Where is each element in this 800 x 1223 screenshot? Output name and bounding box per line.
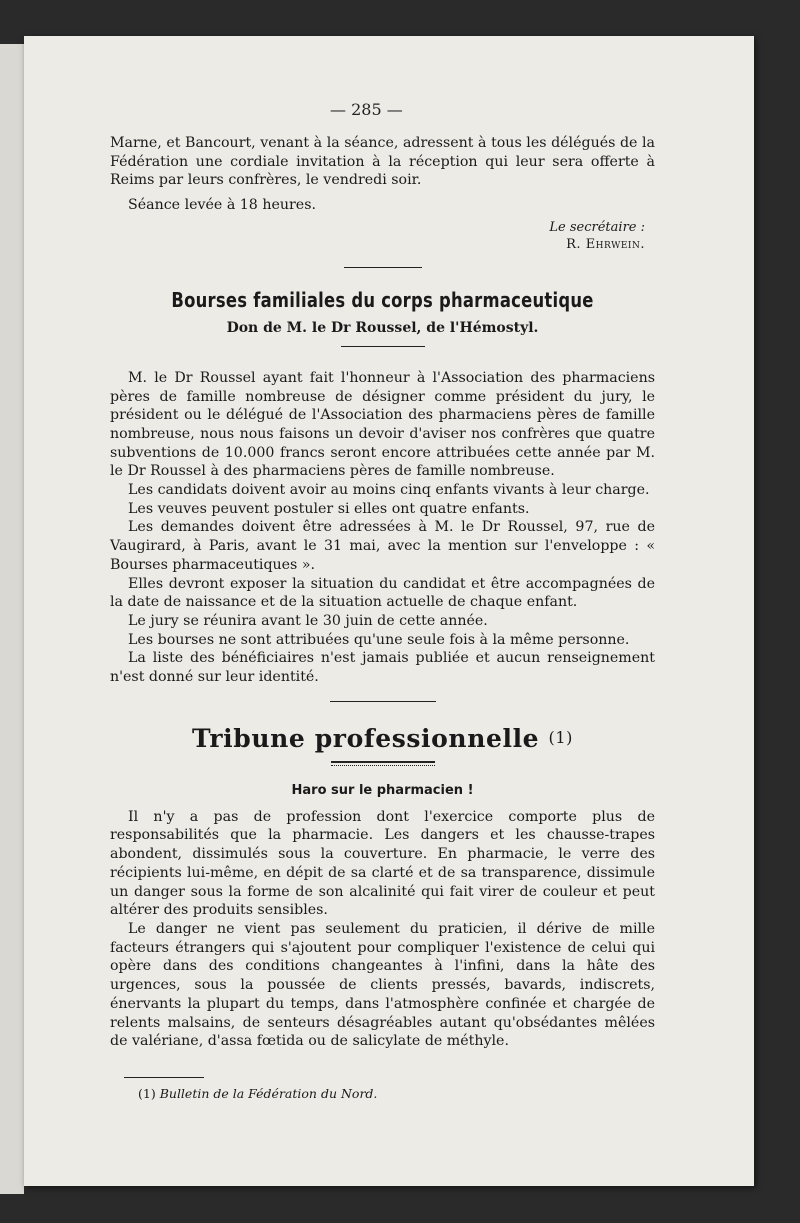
bourses-paragraph: Les bourses ne sont attribuées qu'une seule fois à la même personne. bbox=[128, 631, 630, 648]
bourses-subtitle: Don de M. le Dr Roussel, de l'Hémostyl. bbox=[226, 319, 539, 336]
bourses-body bbox=[110, 369, 655, 687]
signature-name: R. Ehrwein. bbox=[566, 236, 645, 252]
footnote-number: (1) bbox=[138, 1085, 156, 1101]
footnote-marker: (1) bbox=[548, 727, 573, 747]
page-content bbox=[110, 98, 655, 1101]
section-divider bbox=[330, 701, 436, 702]
bourses-paragraph: Le jury se réunira avant le 30 juin de cette année. bbox=[128, 612, 488, 629]
bourses-paragraph: Les candidats doivent avoir au moins cinq enfants vivants à leur charge. bbox=[128, 482, 650, 499]
footnote-divider bbox=[124, 1077, 204, 1078]
bourses-paragraph: Les veuves peuvent postuler si elles ont quatre enfants. bbox=[128, 500, 530, 517]
bourses-paragraph: Les demandes doivent être adressées à M. le Dr Roussel, 97, rue de Vaugirard, à Paris, avant le 31 mai, avec la mention sur l'enveloppe : « Bourses pharmaceutiques ». bbox=[110, 519, 655, 573]
signature-role: Le secrétaire : bbox=[549, 219, 645, 235]
tribune-paragraph: Il n'y a pas de profession dont l'exercice comporte plus de responsabilités que la pharmacie. Les dangers et les chausse-trapes abondent, dissimulés sous la couverture. En pharmacie, le verre des récipients lui-même, en dépit de sa clarté et de sa transparence, dissimule un danger sous la forme de son alcalinité qui fait virer de couleur et peut altérer des produits sensibles. bbox=[110, 808, 655, 919]
seance-closing: Séance levée à 18 heures. bbox=[128, 197, 316, 214]
footnote-text: Bulletin de la Fédération du Nord. bbox=[159, 1085, 378, 1101]
bourses-paragraph: La liste des bénéficiaires n'est jamais publiée et aucun renseignement n'est donné sur leur identité. bbox=[110, 650, 655, 686]
tribune-title-text: Tribune professionnelle bbox=[192, 723, 540, 753]
bourses-title: Bourses familiales du corps pharmaceutique bbox=[171, 287, 594, 312]
bourses-paragraph: Elles devront exposer la situation du candidat et être accompagnées de la date de naissance et de la situation actuelle de chaque enfant. bbox=[110, 575, 655, 611]
bourses-paragraph: M. le Dr Roussel ayant fait l'honneur à l'Association des pharmaciens pères de famille nombreuse de désigner comme président du jury, le président ou le délégué de l'Association des pharmaciens pères de famille nombreuse, nous nous faisons un devoir d'aviser nos confrères que quatre subventions de 10.000 francs seront encore attribuées cette année par M. le Dr Roussel à des pharmaciens pères de famille nombreuse. bbox=[110, 369, 655, 480]
intro-paragraph: Marne, et Bancourt, venant à la séance, adressent à tous les délégués de la Fédération une cordiale invitation à la réception qui leur sera offerte à Reims par leurs confrères, le vendredi soir. bbox=[110, 135, 655, 189]
title-double-rule bbox=[331, 761, 435, 763]
subtitle-divider bbox=[341, 346, 425, 347]
footnote bbox=[138, 1086, 655, 1101]
previous-page-edge bbox=[0, 44, 24, 1194]
section-divider bbox=[344, 267, 422, 268]
tribune-subtitle: Haro sur le pharmacien ! bbox=[291, 782, 474, 798]
tribune-paragraph: Le danger ne vient pas seulement du praticien, il dérive de mille facteurs étrangers qui s'ajoutent pour compliquer l'existence de celui qui opère dans des conditions changeantes à l'infini, dans la hâte des urgences, sous la poussée de clients pressés, bavards, indiscrets, énervants la plupart du temps, dans l'atmosphère confinée et chargée de relents malsains, de senteurs désagréables autant qu'obsédantes mêlées de valériane, d'assa fœtida ou de salicylate de méthyle. bbox=[110, 920, 655, 1050]
tribune-title bbox=[110, 724, 655, 753]
tribune-body bbox=[110, 808, 655, 1051]
title-dotted-rule bbox=[331, 765, 435, 767]
page-number: — 285 — bbox=[330, 100, 403, 119]
